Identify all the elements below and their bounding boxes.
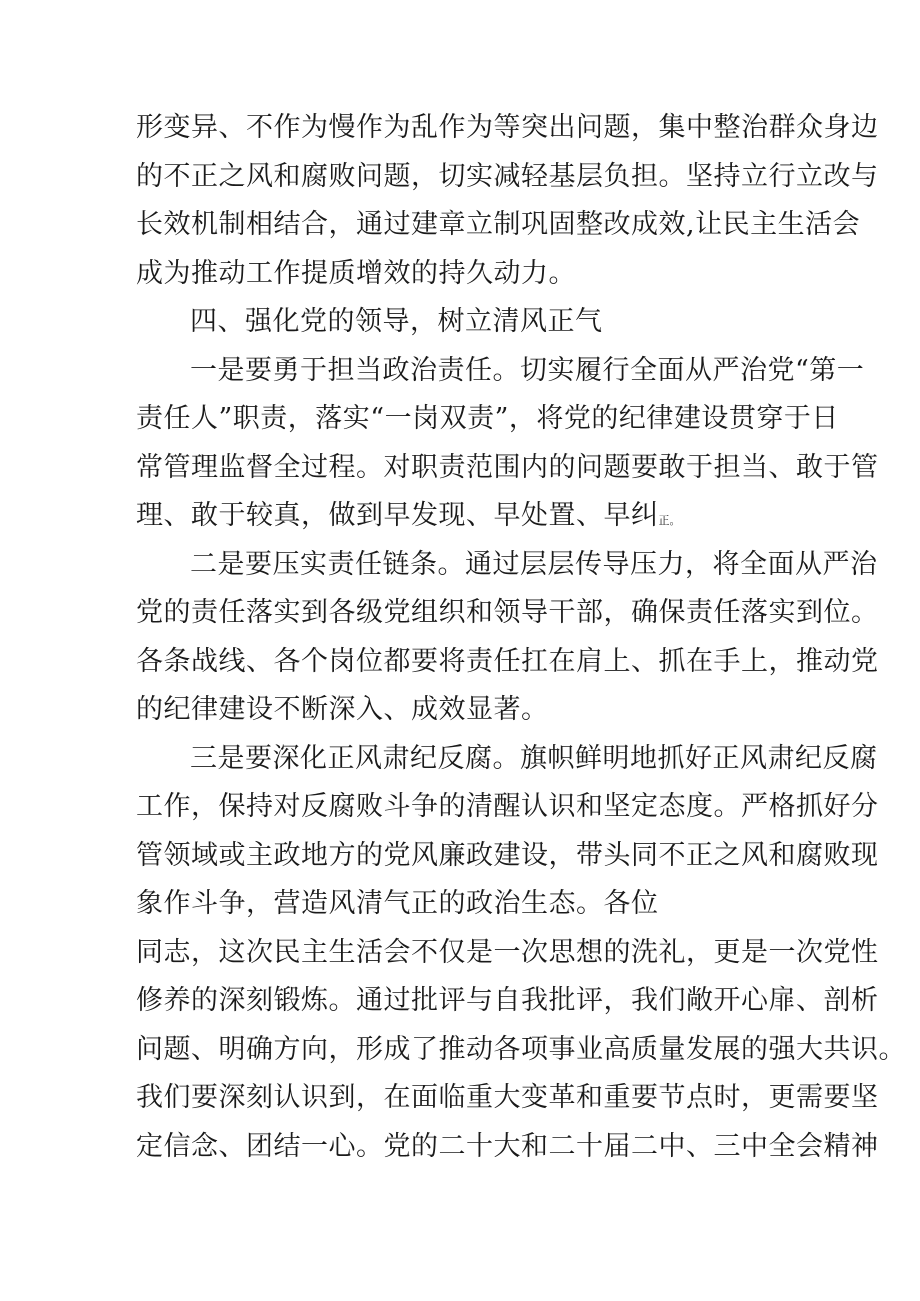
text-line: 成为推动工作提质增效的持久动力。 <box>136 257 576 289</box>
text-line: 长效机制相结合，通过建章立制巩固整改成效,让民主生活会 <box>136 209 861 240</box>
text-line: 工作，保持对反腐败斗争的清醒认识和坚定态度。严格抓好分 <box>136 791 879 822</box>
text-line: 常管理监督全过程。对职责范围内的问题要敢于担当、敢于管 <box>136 451 879 483</box>
text-line: 问题、明确方向，形成了推动各项事业高质量发展的强大共识。 <box>136 1033 906 1065</box>
text-line: 一是要勇于担当政治责任。切实履行全面从严治党“第一 <box>190 354 865 386</box>
text-line: 责任人”职责，落实“一岗双责”，将党的纪律建设贯穿于日 <box>136 403 839 434</box>
text-line: 修养的深刻锻炼。通过批评与自我批评，我们敞开心扉、剖析 <box>136 985 879 1016</box>
text-line: 党的责任落实到各级党组织和领导干部，确保责任落实到位。 <box>136 597 879 628</box>
text-line: 我们要深刻认识到，在面临重大变革和重要节点时，更需要坚 <box>136 1082 879 1113</box>
text-line-main: 理、敢于较真，做到早发现、早处置、早纠 <box>136 500 659 531</box>
text-line: 同志，这次民主生活会不仅是一次思想的洗礼，更是一次党性 <box>136 936 879 968</box>
section-heading: 四、强化党的领导，树立清风正气 <box>190 306 603 337</box>
text-line <box>136 492 800 541</box>
text-line: 定信念、团结一心。党的二十大和二十届二中、三中全会精神 <box>136 1130 879 1162</box>
text-line: 管领域或主政地方的党风廉政建设，带头同不正之风和腐败现 <box>136 839 879 871</box>
text-line: 各条战线、各个岗位都要将责任扛在肩上、抓在手上，推动党 <box>136 645 879 677</box>
text-line: 象作斗争，营造风清气正的政治生态。各位 <box>136 888 659 919</box>
text-line: 的纪律建设不断深入、成效显著。 <box>136 694 549 725</box>
text-line: 三是要深化正风肃纪反腐。旗帜鲜明地抓好正风肃纪反腐 <box>190 742 878 774</box>
text-line: 二是要压实责任链条。通过层层传导压力，将全面从严治 <box>190 548 878 580</box>
document-body <box>136 104 906 1171</box>
text-line-tail: 正。 <box>658 514 681 527</box>
text-line: 形变异、不作为慢作为乱作为等突出问题，集中整治群众身边 <box>136 112 879 143</box>
text-line: 的不正之风和腐败问题，切实减轻基层负担。坚持立行立改与 <box>136 160 879 192</box>
